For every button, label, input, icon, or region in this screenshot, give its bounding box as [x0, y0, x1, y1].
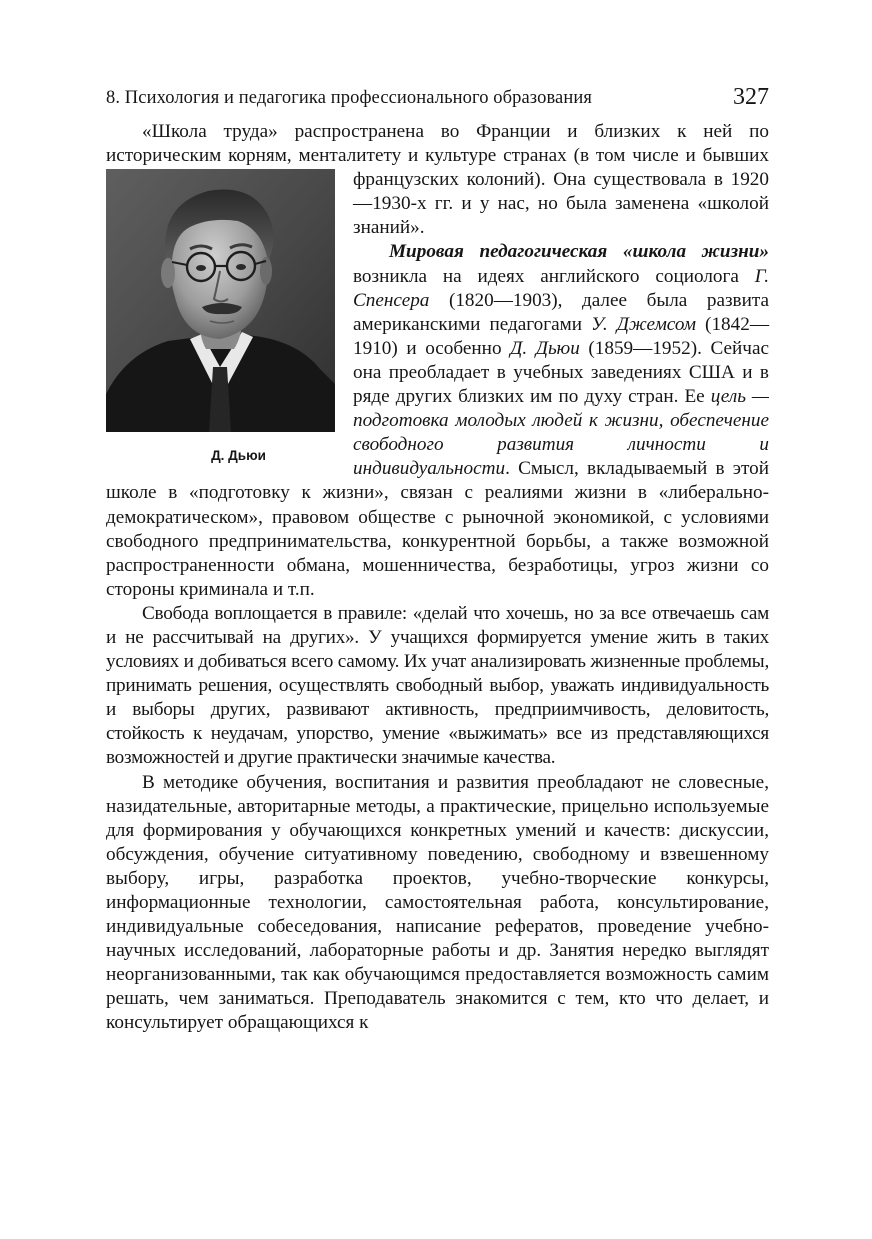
portrait-photo [106, 169, 335, 432]
figure [106, 169, 335, 468]
name-spencer: Г. Спенсера [353, 265, 769, 311]
name-dewey: Д. Дьюи [510, 337, 580, 359]
paragraph-2-text-1: возникла на идеях английского социолога [353, 265, 755, 287]
paragraph-1-text-a: «Школа труда» распространена во Франции и близких к ней по историческим корням, менталитету и культуре странах (в том числе [106, 121, 769, 167]
book-page [106, 84, 769, 1036]
paragraph-4: В методике обучения, воспитания и развития преобладают не словесные, назидательные, авторитарные методы, а практические, прицельно используемые для формирования у обучающихся конкретных умений и качеств: дискуссии, обсуждения, обучение ситуативному поведению, свободному и взвешенному выбору, игры, разработка проектов, учебно-творческие конкурсы, информационные технологии, самостоятельная работа, консультирование, индивидуальные собеседования, написание рефератов, проведение учебно-научных исследований, лабораторные работы и др. Занятия нередко выглядят неорганизованными, так как обучающимся предоставляется возможность самим решать, чем заниматься. Преподаватель знакомится с тем, кто что делает, и консультирует обращающихся к [106, 771, 769, 1034]
school-of-life-heading: Мировая педагогическая «школа жизни» [389, 241, 769, 263]
name-james: У. Джемсом [591, 313, 696, 335]
paragraph-2-text-3: (1842—1910) и особенно [353, 313, 770, 359]
page-number: 327 [733, 84, 769, 110]
paragraph-2-text-2: (1820—1903), далее была развита американскими педагогами [353, 289, 769, 335]
figure-caption: Д. Дьюи [211, 448, 266, 464]
goal-statement: цель — подготовка молодых людей к жизни, обеспечение свободного развития личности и индивидуальности [353, 386, 769, 480]
paragraph-1-text-b: и бывших французских колоний). Она существовала в 1920—1930-х гг. и у нас, но была заменена «школой знаний». [353, 145, 770, 239]
paragraph-3: Свобода воплощается в правиле: «делай что хочешь, но за все отвечаешь сам и не рассчитывай на других». У учащихся формируется умение жить в таких условиях и добиваться всего самому. Их учат анализировать жизненные проблемы, принимать решения, осуществлять свободный выбор, уважать индивидуальность и выборы других, развивают активность, предприимчивость, деловитость, стойкость к неудачам, упорство, умение «выжимать» все из представляющихся возможностей и другие практически значимые качества. [106, 602, 769, 769]
chapter-title: 8. Психология и педагогика профессионального образования [106, 88, 592, 108]
running-header [106, 84, 769, 120]
paragraph-2-text-5: . Смысл, вкладываемый в этой школе в «подготовку к жизни», связан с реалиями жизни в «либерально-демократическом», правовом обществе с рыночной экономикой, с условиями свободного предпринимательства, конкурентной борьбы, а также возможной распространенности обмана, мошенничества, безработицы, угроз жизни со стороны криминала и т.п. [106, 458, 769, 600]
paragraph-2-text-4: (1859—1952). Сейчас она преобладает в учебных заведениях США и в ряде других близких им по духу стран. Ее [353, 337, 769, 408]
